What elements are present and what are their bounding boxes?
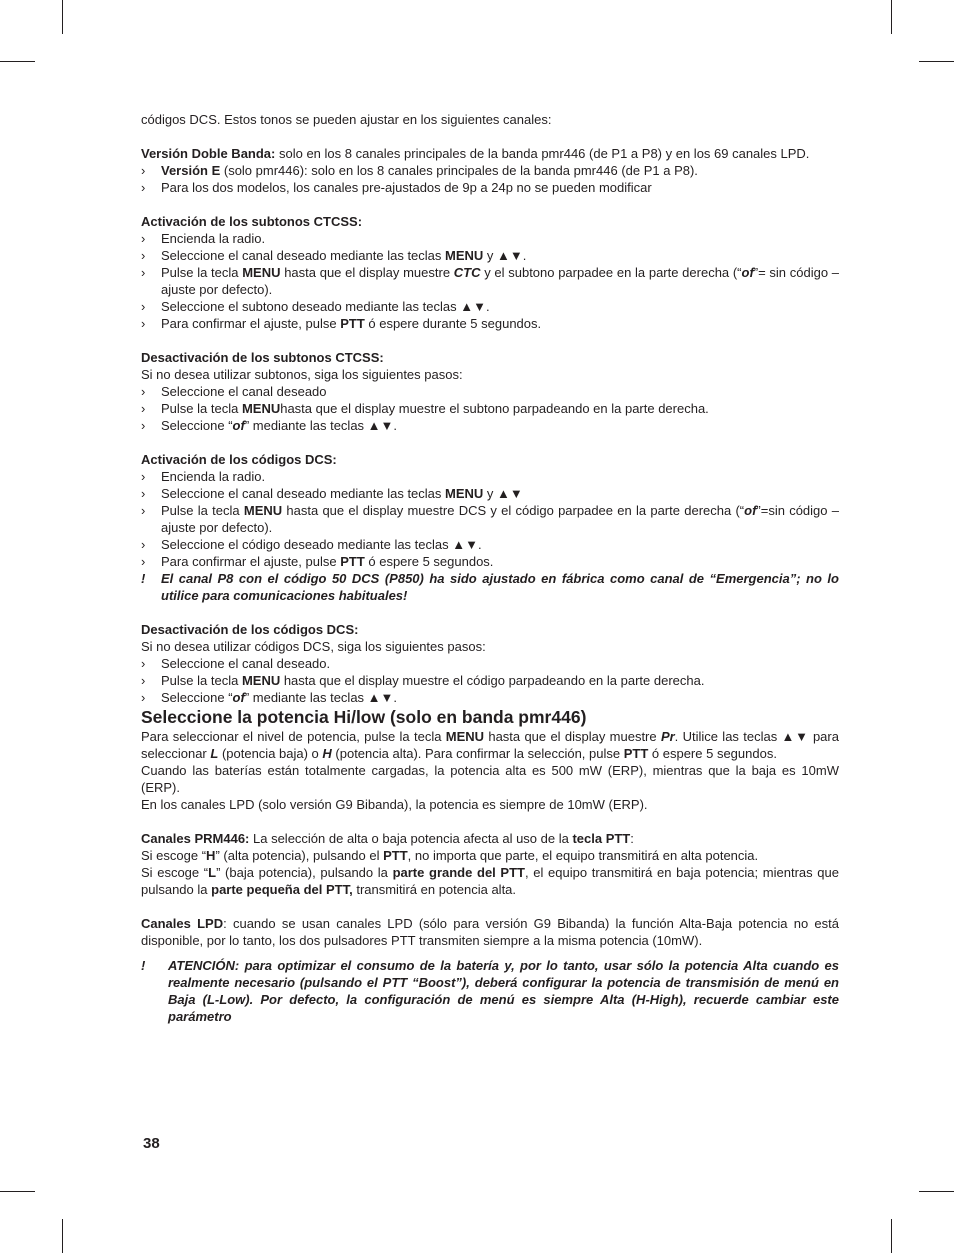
dual-band-paragraph: Versión Doble Banda: solo en los 8 canales principales de la banda pmr446 (de P1 a P8) y en los 69 canales LPD.: [141, 146, 810, 161]
lpd-power-paragraph: En los canales LPD (solo versión G9 Bibanda), la potencia es siempre de 10mW (ERP).: [141, 797, 648, 812]
list-item: › Para los dos modelos, los canales pre-ajustados de 9p a 24p no se pueden modificar: [141, 180, 652, 195]
list-item: › Seleccione el canal deseado: [141, 384, 327, 399]
list-item: › Seleccione “of” mediante las teclas ▲▼.: [141, 418, 398, 433]
list-item: › Encienda la radio.: [141, 469, 266, 484]
crop-mark: [919, 1191, 954, 1192]
crop-mark: [0, 1191, 35, 1192]
high-paragraph: Si escoge “H” (alta potencia), pulsando el PTT, no importa que parte, el equipo transmitirá en alta potencia.: [141, 848, 759, 863]
ctcss-on-heading: Activación de los subtonos CTCSS:: [141, 214, 363, 229]
list-item: › Pulse la tecla MENU hasta que el display muestre DCS y el código parpadee en la parte derecha (“of”=sin código – ajuste por defecto).: [141, 503, 839, 535]
list-item: › Seleccione “of” mediante las teclas ▲▼.: [141, 690, 398, 705]
list-item: › Seleccione el canal deseado.: [141, 656, 331, 671]
battery-paragraph: Cuando las baterías están totalmente cargadas, la potencia alta es 500 mW (ERP), mientras que la baja es 10mW (ERP).: [141, 763, 839, 795]
page-content: [141, 111, 839, 1025]
list-item: › Seleccione el canal deseado mediante las teclas MENU y ▲▼: [141, 486, 523, 501]
list-item: › Para confirmar el ajuste, pulse PTT ó espere durante 5 segundos.: [141, 316, 542, 331]
list-item: › Para confirmar el ajuste, pulse PTT ó espere 5 segundos.: [141, 554, 494, 569]
crop-mark: [919, 61, 954, 62]
list-item: › Pulse la tecla MENU hasta que el display muestre el código parpadeando en la parte derecha.: [141, 673, 705, 688]
list-item: › Seleccione el subtono deseado mediante las teclas ▲▼.: [141, 299, 490, 314]
crop-mark: [62, 0, 63, 34]
dcs-off-heading: Desactivación de los códigos DCS:: [141, 622, 359, 637]
warning-note: ! El canal P8 con el código 50 DCS (P850) ha sido ajustado en fábrica como canal de “Emergencia”; no lo utilice para comunicaciones habituales!: [141, 571, 839, 603]
list-item: › Encienda la radio.: [141, 231, 266, 246]
list-item: › Pulse la tecla MENUhasta que el display muestre el subtono parpadeando en la parte derecha.: [141, 401, 709, 416]
list-item: › Pulse la tecla MENU hasta que el display muestre CTC y el subtono parpadee en la parte derecha (“of”= sin código – ajuste por defecto).: [141, 265, 839, 297]
lpd-paragraph: Canales LPD: cuando se usan canales LPD (sólo para versión G9 Bibanda) la función Alta-Baja potencia no está disponible, por lo tanto, los dos pulsadores PTT transmiten siempre a la misma potencia (10mW).: [141, 916, 839, 948]
section-heading: Seleccione la potencia Hi/low (solo en banda pmr446): [141, 707, 587, 727]
crop-mark: [0, 61, 35, 62]
dcs-on-heading: Activación de los códigos DCS:: [141, 452, 337, 467]
power-paragraph: Para seleccionar el nivel de potencia, pulse la tecla MENU hasta que el display muestre Pr. Utilice las teclas ▲▼ para seleccionar L (potencia baja) o H (potencia alta). Para confirmar la selección, pulse PTT ó espere 5 segundos.: [141, 729, 839, 761]
page-number: 38: [143, 1135, 160, 1152]
crop-mark: [62, 1219, 63, 1253]
ctcss-off-heading: Desactivación de los subtonos CTCSS:: [141, 350, 384, 365]
ctcss-off-intro: Si no desea utilizar subtonos, siga los siguientes pasos:: [141, 367, 463, 382]
list-item: › Seleccione el canal deseado mediante las teclas MENU y ▲▼.: [141, 248, 527, 263]
crop-mark: [891, 0, 892, 34]
attention-note: ! ATENCIÓN: para optimizar el consumo de la batería y, por lo tanto, usar sólo la potencia Alta cuando es realmente necesario (pulsando el PTT “Boost”), deberá configurar la potencia de transmisión de menú en Baja (L-Low). Por defecto, la configuración de menú es siempre Alta (H-High), recuerde cambiar este parámetro: [141, 958, 839, 1024]
low-paragraph: Si escoge “L” (baja potencia), pulsando la parte grande del PTT, el equipo transmitirá en baja potencia; mientras que pulsando la parte pequeña del PTT, transmitirá en potencia alta.: [141, 865, 839, 897]
list-item: › Versión E (solo pmr446): solo en los 8 canales principales de la banda pmr446 (de P1 a P8).: [141, 163, 698, 178]
list-item: › Seleccione el código deseado mediante las teclas ▲▼.: [141, 537, 482, 552]
pmr-paragraph: Canales PRM446: La selección de alta o baja potencia afecta al uso de la tecla PTT:: [141, 831, 634, 846]
intro-line: códigos DCS. Estos tonos se pueden ajustar en los siguientes canales:: [141, 112, 552, 127]
crop-mark: [891, 1219, 892, 1253]
dcs-off-intro: Si no desea utilizar códigos DCS, siga los siguientes pasos:: [141, 639, 486, 654]
